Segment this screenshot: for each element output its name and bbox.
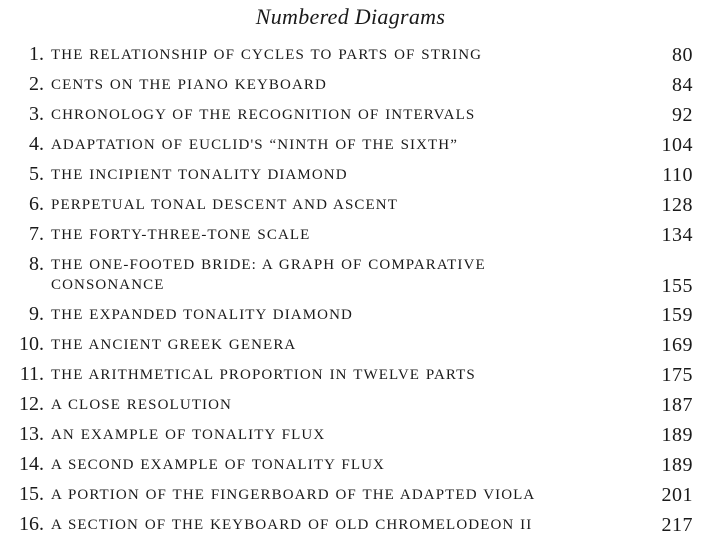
list-item xyxy=(0,40,701,70)
list-item xyxy=(0,480,701,510)
entry-label: PERPETUAL TONAL DESCENT AND ASCENT xyxy=(51,197,398,213)
list-item xyxy=(0,390,701,420)
list-item xyxy=(0,450,701,480)
entry-page: 110 xyxy=(662,164,693,186)
entry-page: 169 xyxy=(661,334,693,356)
entry-page: 187 xyxy=(661,394,693,416)
list-item xyxy=(0,330,701,360)
entry-number: 10. xyxy=(19,333,44,355)
entry-number: 2. xyxy=(29,73,44,95)
entry-number: 14. xyxy=(19,453,44,475)
entry-number: 7. xyxy=(29,223,44,245)
entry-label: THE EXPANDED TONALITY DIAMOND xyxy=(51,307,353,323)
entry-page: 217 xyxy=(661,514,693,536)
entry-label: A SECOND EXAMPLE OF TONALITY FLUX xyxy=(51,457,385,473)
entry-label: THE RELATIONSHIP OF CYCLES TO PARTS OF STRING xyxy=(51,47,483,63)
entry-page: 92 xyxy=(672,104,693,126)
entry-page: 80 xyxy=(672,44,693,66)
entry-number: 8. xyxy=(29,253,44,275)
entry-label: AN EXAMPLE OF TONALITY FLUX xyxy=(51,427,326,443)
entry-number: 13. xyxy=(19,423,44,445)
entry-page: 189 xyxy=(661,454,693,476)
entry-number: 15. xyxy=(19,483,44,505)
entry-number: 11. xyxy=(19,363,44,385)
entry-number: 1. xyxy=(29,43,44,65)
entry-number: 12. xyxy=(19,393,44,415)
entry-number: 5. xyxy=(29,163,44,185)
list-item xyxy=(0,190,701,220)
list-item xyxy=(0,100,701,130)
entry-label: A CLOSE RESOLUTION xyxy=(51,397,232,413)
entry-page: 134 xyxy=(661,224,693,246)
entry-label: A PORTION OF THE FINGERBOARD OF THE ADAPTED VIOLA xyxy=(51,487,536,503)
list-item xyxy=(0,360,701,390)
entry-label: THE ONE-FOOTED BRIDE: A GRAPH OF COMPARATIVE CONSONANCE xyxy=(51,257,486,293)
list-item xyxy=(0,510,701,540)
entry-page: 175 xyxy=(661,364,693,386)
entry-label: CENTS ON THE PIANO KEYBOARD xyxy=(51,77,327,93)
list-item xyxy=(0,250,701,300)
entry-label: THE ANCIENT GREEK GENERA xyxy=(51,337,297,353)
entry-number: 6. xyxy=(29,193,44,215)
entry-label: ADAPTATION OF EUCLID'S “NINTH OF THE SIXTH” xyxy=(51,137,459,153)
entry-page: 84 xyxy=(672,74,693,96)
list-item xyxy=(0,70,701,100)
entry-label: THE ARITHMETICAL PROPORTION IN TWELVE PARTS xyxy=(51,367,476,383)
entry-page: 159 xyxy=(661,304,693,326)
entry-label: THE FORTY-THREE-TONE SCALE xyxy=(51,227,311,243)
entry-number: 9. xyxy=(29,303,44,325)
list-item xyxy=(0,300,701,330)
entry-page: 155 xyxy=(661,275,693,297)
entry-number: 4. xyxy=(29,133,44,155)
entry-page: 189 xyxy=(661,424,693,446)
list-item xyxy=(0,220,701,250)
diagram-list xyxy=(0,40,701,540)
entry-page: 201 xyxy=(661,484,693,506)
list-item xyxy=(0,420,701,450)
list-item xyxy=(0,160,701,190)
entry-label: CHRONOLOGY OF THE RECOGNITION OF INTERVALS xyxy=(51,107,476,123)
entry-page: 104 xyxy=(661,134,693,156)
entry-label: A SECTION OF THE KEYBOARD OF OLD CHROMELODEON II xyxy=(51,517,533,533)
entry-number: 16. xyxy=(19,513,44,535)
entry-label: THE INCIPIENT TONALITY DIAMOND xyxy=(51,167,348,183)
entry-page: 128 xyxy=(661,194,693,216)
list-item xyxy=(0,130,701,160)
page-title: Numbered Diagrams xyxy=(255,4,446,29)
entry-number: 3. xyxy=(29,103,44,125)
